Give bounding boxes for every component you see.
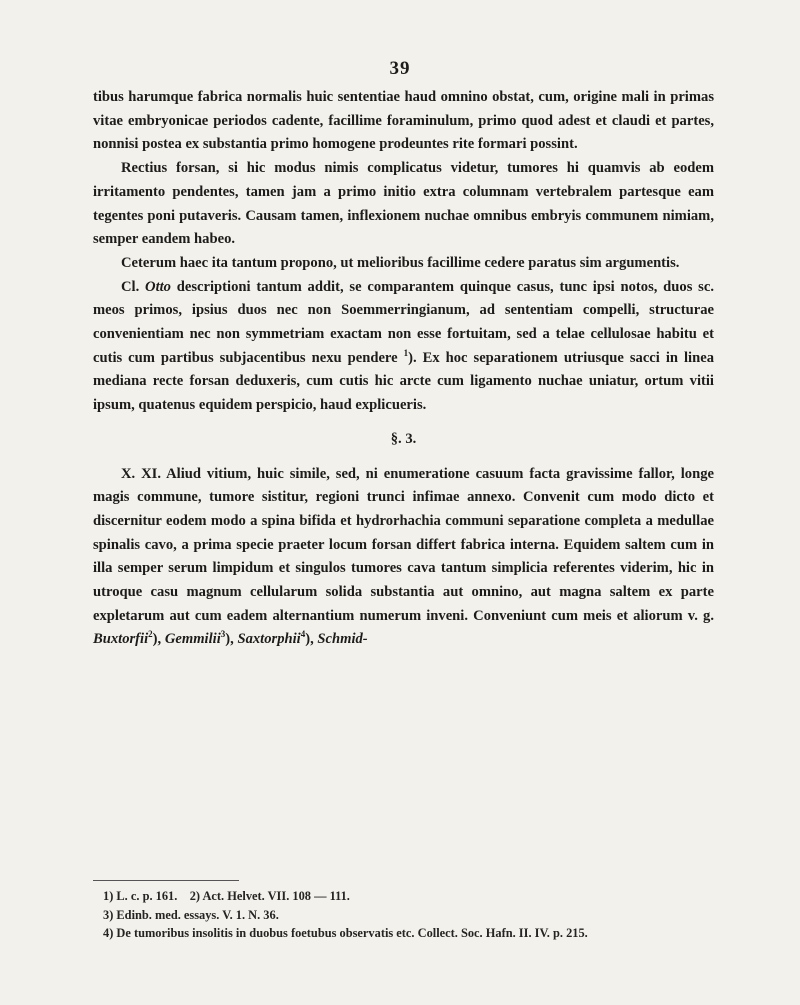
separator-3: ),	[305, 631, 318, 648]
page-number: 39	[389, 58, 411, 79]
separator-2: ),	[225, 631, 238, 648]
otto-text: descriptioni tantum addit, se comparantem quinque casus, tunc ipsi notos, duos sc. meos primos, ipsius duos nec non Soemmerringianum, ad sententiam compelli, structurae convenientiam nec non symmetriam exactam non esse fortuitam, sed a telae cellulosae habitu et cutis cum partibus subjacentibus nexu pendere	[93, 278, 714, 366]
section-heading: §. 3.	[390, 430, 417, 447]
author-buxtorfii: Buxtorfii	[93, 631, 149, 648]
author-otto: Otto	[145, 278, 171, 295]
author-gemmilii: Gemmilii	[164, 631, 221, 648]
author-schmid: Schmid-	[317, 631, 368, 648]
footnote-ref-1: 1	[403, 347, 409, 358]
footnote-ref-2: 2	[148, 629, 153, 640]
footnote-line-1: 1) L. c. p. 161. 2) Act. Helvet. VII. 108 — 111.	[103, 889, 350, 903]
body-text	[93, 86, 714, 652]
footnote-line-3: 4) De tumoribus insolitis in duobus foetubus observatis etc. Collect. Soc. Hafn. II. IV. p. 215.	[103, 926, 588, 940]
section-text: X. XI. Aliud vitium, huic simile, sed, ni enumeratione casuum facta gravissime fallor, longe magis commune, tumore sistitur, regioni trunci infimae annexo. Convenit cum modo dicto et discernitur eodem modo a spina bifida et hydrorhachia communi separatione completa a medullae spinalis cavo, a prima specie praeter locum forsan differt fabrica interna. Equidem saltem cum in illa semper serum limpidum et singulos tumores cava tantum simplicia referentes viderim, hic in utroque casu magnum cellularum solida substantia aut omnino, aut magna saltem ex parte expletarum aut cum eadem alternantium numerum inveni. Conveniunt cum meis et aliorum v. g.	[93, 465, 714, 624]
footnotes	[103, 887, 588, 943]
paragraph-3: Ceterum haec ita tantum propono, ut melioribus facillime cedere paratus sim argumentis.	[121, 254, 680, 271]
author-saxtorphii: Saxtorphii	[237, 631, 301, 648]
otto-prefix: Cl.	[121, 278, 146, 295]
paragraph-2: Rectius forsan, si hic modus nimis complicatus videtur, tumores hi quamvis ab eodem irritamento pendentes, tamen jam a primo initio extra columnam vertebralem partesque eam tegentes poni putaveris. Causam tamen, inflexionem nuchae omnibus embryis communem nimiam, semper eandem habeo.	[93, 160, 714, 248]
footnote-ref-3: 3	[220, 629, 226, 640]
paragraph-section-3	[93, 463, 714, 653]
paragraph-otto	[93, 276, 714, 418]
separator-1: ),	[152, 631, 165, 648]
paragraph-1: tibus harumque fabrica normalis huic sententiae haud omnino obstat, cum, origine mali in primas vitae embryonicae periodos cadente, facillime foraminulum, primo quod adest et claudi et partes, nonnisi postea ex substantia primo homogene prodeuntes rite formari possint.	[93, 89, 714, 153]
footnote-line-2: 3) Edinb. med. essays. V. 1. N. 36.	[103, 907, 279, 922]
otto-suffix: ). Ex hoc separationem utriusque sacci in linea mediana recte forsan deduxeris, cum cutis hic arcte cum ligamento nuchae uniatur, ortum vitii ipsum, quatenus equidem perspicio, haud explicueris.	[93, 349, 714, 414]
footnote-ref-4: 4	[300, 629, 306, 640]
footnote-divider	[93, 880, 239, 881]
